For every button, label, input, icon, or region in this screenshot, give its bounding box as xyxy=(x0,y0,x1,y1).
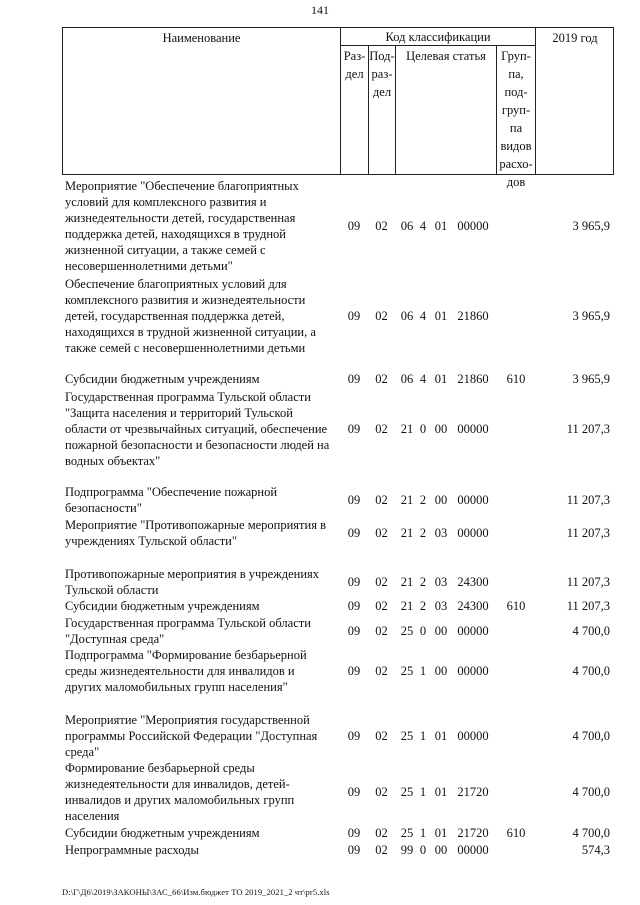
row-name-line: Тульской области xyxy=(65,583,159,597)
header-subsection: Под- раз- дел xyxy=(369,49,395,99)
header-year: 2019 год xyxy=(552,31,598,45)
row-target-direction: 21860 xyxy=(457,309,489,323)
row-name xyxy=(65,389,343,469)
row-name-line: условий для комплексного развития и xyxy=(65,195,267,209)
row-name-line: программы Российской Федерации "Доступная xyxy=(65,729,318,743)
row-subsection: 02 xyxy=(375,599,388,613)
row-target-program: 25 xyxy=(400,729,414,743)
header-group: Груп- па, под- груп- па видов расхо- дов xyxy=(499,49,533,189)
row-target-direction: 00000 xyxy=(457,729,489,743)
row-name-line: учреждениях Тульской области" xyxy=(65,534,237,548)
row-name-line: Субсидии бюджетным учреждениям xyxy=(65,599,260,613)
row-name-line: находящихся в трудной жизненной ситуации, а xyxy=(65,325,316,339)
row-target-subprogram: 1 xyxy=(419,729,427,743)
row-subsection: 02 xyxy=(375,493,388,507)
row-name-line: области от чрезвычайных ситуаций, обеспечение xyxy=(65,422,328,436)
row-expense-group: 610 xyxy=(506,826,526,840)
row-target-direction: 24300 xyxy=(457,599,489,613)
row-amount: 11 207,3 xyxy=(566,599,610,613)
row-amount: 4 700,0 xyxy=(572,624,610,638)
row-target-event: 03 xyxy=(434,575,448,589)
row-target-subprogram: 1 xyxy=(419,785,427,799)
row-name xyxy=(65,484,343,516)
row-section: 09 xyxy=(347,599,361,613)
row-name-line: среды жизнедеятельности для инвалидов и xyxy=(65,664,295,678)
header-divider xyxy=(340,45,536,46)
table-row xyxy=(62,712,614,760)
row-subsection: 02 xyxy=(375,843,388,857)
row-amount: 11 207,3 xyxy=(566,575,610,589)
row-amount: 4 700,0 xyxy=(572,729,610,743)
row-name-line: пожарной безопасности и безопасности людей на xyxy=(65,438,330,452)
row-name-line: жизнедеятельности для инвалидов, детей- xyxy=(65,777,290,791)
row-target-program: 25 xyxy=(400,664,414,678)
row-section: 09 xyxy=(347,575,361,589)
row-name xyxy=(65,371,343,387)
row-name-line: комплексного развития и жизнедеятельности xyxy=(65,293,306,307)
row-name-line: Субсидии бюджетным учреждениям xyxy=(65,826,260,840)
row-section: 09 xyxy=(347,785,361,799)
row-name-line: Государственная программа Тульской области xyxy=(65,390,311,404)
row-name xyxy=(65,842,343,858)
row-name xyxy=(65,712,343,760)
row-section: 09 xyxy=(347,843,361,857)
row-section: 09 xyxy=(347,309,361,323)
footer-path: D:\Г\Д6\2019\ЗАКОНЫ\ЗАС_66\Изм.бюджет ТО 2019_2021_2 чт\pr5.xls xyxy=(62,887,330,897)
row-target-event: 00 xyxy=(434,624,448,638)
table-row xyxy=(62,842,614,858)
row-target-program: 06 xyxy=(400,372,414,386)
row-target-program: 21 xyxy=(400,493,414,507)
row-name-line: также семей с несовершеннолетними детьми xyxy=(65,341,306,355)
row-name-line: Обеспечение благоприятных условий для xyxy=(65,277,287,291)
row-name-line: Подпрограмма "Формирование безбарьерной xyxy=(65,648,307,662)
row-amount: 574,3 xyxy=(581,843,610,857)
row-target-subprogram: 0 xyxy=(419,624,427,638)
row-target-event: 01 xyxy=(434,785,448,799)
row-target-direction: 00000 xyxy=(457,664,489,678)
table-row xyxy=(62,371,614,387)
row-name-line: Мероприятие "Противопожарные мероприятия в xyxy=(65,518,326,532)
row-name-line: поддержка детей, находящихся в трудной xyxy=(65,227,286,241)
row-target-program: 21 xyxy=(400,599,414,613)
row-target-subprogram: 1 xyxy=(419,826,427,840)
row-section: 09 xyxy=(347,826,361,840)
row-section: 09 xyxy=(347,526,361,540)
row-section: 09 xyxy=(347,219,361,233)
row-target-direction: 24300 xyxy=(457,575,489,589)
row-name xyxy=(65,647,343,695)
row-target-direction: 21860 xyxy=(457,372,489,386)
row-amount: 4 700,0 xyxy=(572,664,610,678)
row-target-subprogram: 2 xyxy=(419,599,427,613)
row-name xyxy=(65,615,343,647)
table-row xyxy=(62,615,614,647)
row-name-line: "Защита населения и территорий Тульской xyxy=(65,406,293,420)
table-row xyxy=(62,647,614,695)
row-subsection: 02 xyxy=(375,309,388,323)
row-amount: 4 700,0 xyxy=(572,826,610,840)
row-subsection: 02 xyxy=(375,664,388,678)
row-name-line: водных объектах" xyxy=(65,454,161,468)
row-target-subprogram: 2 xyxy=(419,575,427,589)
row-target-program: 21 xyxy=(400,422,414,436)
row-name xyxy=(65,566,343,598)
row-target-event: 00 xyxy=(434,493,448,507)
row-target-direction: 00000 xyxy=(457,624,489,638)
row-target-subprogram: 1 xyxy=(419,664,427,678)
row-name xyxy=(65,178,343,274)
row-name xyxy=(65,276,343,356)
row-subsection: 02 xyxy=(375,422,388,436)
row-target-subprogram: 4 xyxy=(419,372,427,386)
page-number: 141 xyxy=(311,3,329,17)
header-section: Раз- дел xyxy=(343,49,366,81)
row-target-direction: 00000 xyxy=(457,493,489,507)
row-subsection: 02 xyxy=(375,826,388,840)
header-target: Целевая статья xyxy=(406,49,486,63)
row-subsection: 02 xyxy=(375,526,388,540)
row-target-event: 00 xyxy=(434,843,448,857)
table-row xyxy=(62,389,614,469)
table-row xyxy=(62,760,614,824)
row-section: 09 xyxy=(347,372,361,386)
row-target-subprogram: 4 xyxy=(419,309,427,323)
row-target-event: 03 xyxy=(434,526,448,540)
row-subsection: 02 xyxy=(375,575,388,589)
table-row xyxy=(62,484,614,516)
row-amount: 4 700,0 xyxy=(572,785,610,799)
row-name-line: инвалидов и других маломобильных групп xyxy=(65,793,295,807)
row-name xyxy=(65,598,343,614)
row-target-subprogram: 2 xyxy=(419,526,427,540)
row-target-event: 01 xyxy=(434,372,448,386)
row-section: 09 xyxy=(347,664,361,678)
header-classification: Код классификации xyxy=(385,30,491,44)
row-name-line: жизнедеятельности детей, государственная xyxy=(65,211,296,225)
row-target-program: 21 xyxy=(400,526,414,540)
row-name-line: Противопожарные мероприятия в учреждениях xyxy=(65,567,320,581)
row-amount: 3 965,9 xyxy=(572,309,610,323)
row-target-event: 00 xyxy=(434,422,448,436)
row-section: 09 xyxy=(347,624,361,638)
row-target-program: 06 xyxy=(400,219,414,233)
header-name: Наименование xyxy=(162,31,241,45)
row-amount: 3 965,9 xyxy=(572,219,610,233)
row-name-line: Мероприятие "Обеспечение благоприятных xyxy=(65,179,299,193)
row-target-direction: 00000 xyxy=(457,422,489,436)
row-target-direction: 00000 xyxy=(457,219,489,233)
row-name xyxy=(65,517,343,549)
row-name-line: "Доступная среда" xyxy=(65,632,165,646)
row-target-event: 01 xyxy=(434,219,448,233)
row-target-program: 21 xyxy=(400,575,414,589)
row-amount: 11 207,3 xyxy=(566,422,610,436)
table-row xyxy=(62,825,614,841)
row-name-line: Подпрограмма "Обеспечение пожарной xyxy=(65,485,278,499)
row-subsection: 02 xyxy=(375,729,388,743)
row-expense-group: 610 xyxy=(506,599,526,613)
row-target-direction: 21720 xyxy=(457,826,489,840)
table-row xyxy=(62,566,614,598)
row-target-event: 00 xyxy=(434,664,448,678)
row-target-event: 01 xyxy=(434,729,448,743)
row-target-subprogram: 0 xyxy=(419,422,427,436)
row-name-line: безопасности" xyxy=(65,501,142,515)
row-name xyxy=(65,760,343,824)
row-name-line: Государственная программа Тульской области xyxy=(65,616,311,630)
table-row xyxy=(62,276,614,356)
table-row xyxy=(62,598,614,614)
row-amount: 3 965,9 xyxy=(572,372,610,386)
row-amount: 11 207,3 xyxy=(566,526,610,540)
row-target-direction: 21720 xyxy=(457,785,489,799)
row-target-subprogram: 2 xyxy=(419,493,427,507)
row-name-line: жизненной ситуации, а также семей с xyxy=(65,243,266,257)
row-target-event: 03 xyxy=(434,599,448,613)
row-target-program: 25 xyxy=(400,624,414,638)
row-subsection: 02 xyxy=(375,372,388,386)
row-target-direction: 00000 xyxy=(457,526,489,540)
row-target-subprogram: 4 xyxy=(419,219,427,233)
row-name-line: населения xyxy=(65,809,120,823)
row-name-line: Мероприятие "Мероприятия государственной xyxy=(65,713,310,727)
table-row xyxy=(62,517,614,549)
row-target-event: 01 xyxy=(434,309,448,323)
row-name-line: детей, государственная поддержка детей, xyxy=(65,309,285,323)
row-name-line: несовершеннолетними детьми" xyxy=(65,259,233,273)
row-amount: 11 207,3 xyxy=(566,493,610,507)
row-target-program: 25 xyxy=(400,785,414,799)
row-subsection: 02 xyxy=(375,219,388,233)
row-name-line: среда" xyxy=(65,745,100,759)
row-section: 09 xyxy=(347,729,361,743)
row-section: 09 xyxy=(347,493,361,507)
row-target-program: 99 xyxy=(400,843,414,857)
row-name-line: других маломобильных групп населения" xyxy=(65,680,288,694)
row-target-program: 25 xyxy=(400,826,414,840)
row-subsection: 02 xyxy=(375,624,388,638)
row-target-subprogram: 0 xyxy=(419,843,427,857)
row-name-line: Непрограммные расходы xyxy=(65,843,199,857)
row-name xyxy=(65,825,343,841)
row-subsection: 02 xyxy=(375,785,388,799)
row-target-program: 06 xyxy=(400,309,414,323)
table-row xyxy=(62,178,614,274)
row-expense-group: 610 xyxy=(506,372,526,386)
row-target-direction: 00000 xyxy=(457,843,489,857)
row-name-line: Субсидии бюджетным учреждениям xyxy=(65,372,260,386)
row-section: 09 xyxy=(347,422,361,436)
row-target-event: 01 xyxy=(434,826,448,840)
row-name-line: Формирование безбарьерной среды xyxy=(65,761,255,775)
